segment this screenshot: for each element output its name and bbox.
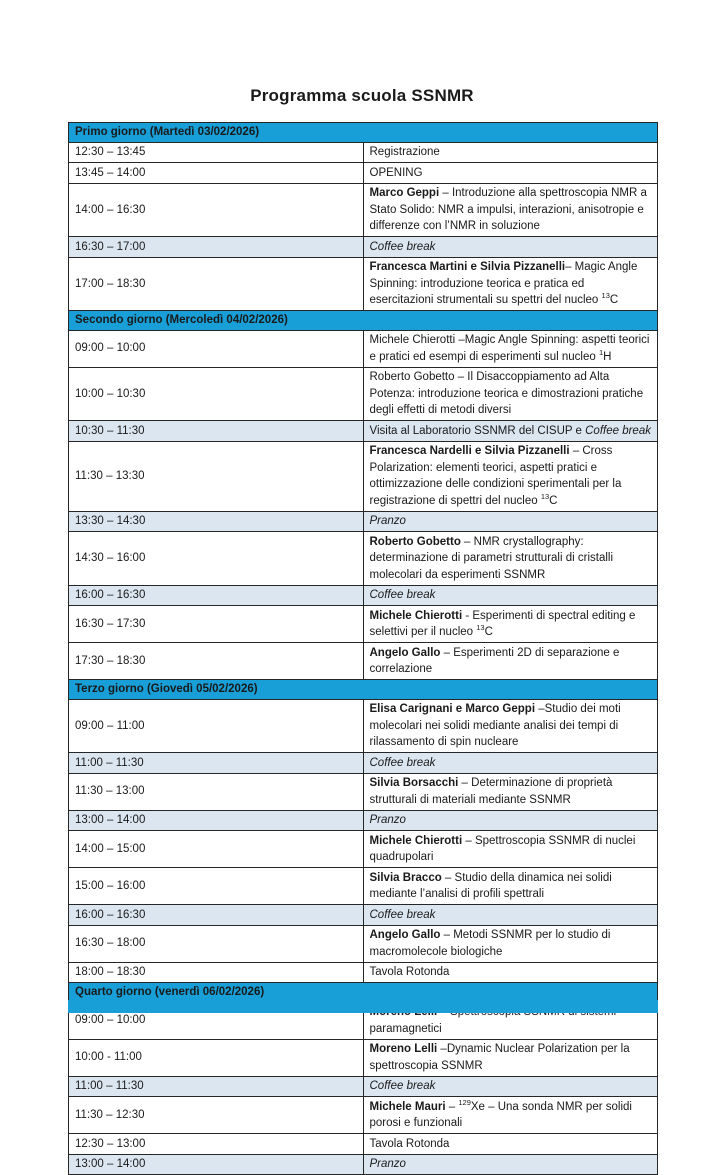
- isotope-superscript: 1: [598, 347, 604, 357]
- session-row: [69, 257, 658, 311]
- session-time: 14:00 – 15:00: [69, 831, 364, 868]
- session-row: [69, 925, 658, 962]
- description-segment: Francesca Martini e Silvia Pizzanelli: [369, 261, 566, 273]
- session-description: [363, 257, 658, 311]
- description-segment: – Esperimenti 2D di separazione e correlazione: [369, 646, 620, 675]
- session-time: 16:00 – 16:30: [69, 905, 364, 926]
- session-description: [363, 163, 658, 184]
- description-segment: Angelo Gallo: [369, 646, 441, 659]
- session-time: 09:00 – 11:00: [69, 699, 364, 753]
- session-time: 10:30 – 11:30: [69, 421, 364, 442]
- description-segment: Angelo Gallo: [369, 929, 441, 941]
- description-segment: Coffee break: [369, 1080, 436, 1092]
- description-segment: Visita al Laboratorio SSNMR del CISUP e: [369, 424, 586, 437]
- session-time: 14:30 – 16:00: [69, 532, 364, 586]
- session-description: [363, 585, 658, 606]
- session-row: [69, 773, 658, 810]
- description-segment: Coffee break: [369, 908, 436, 921]
- description-segment: – Introduzione alla spettroscopia NMR a Stato Solido: NMR a impulsi, interazioni, anisotropie e differenze con l’NMR in soluzione: [369, 187, 647, 232]
- session-description: [363, 441, 658, 511]
- day-header-row: [69, 311, 658, 331]
- session-description: [363, 511, 658, 532]
- session-time: 12:30 – 13:45: [69, 142, 364, 163]
- session-time: 13:45 – 14:00: [69, 163, 364, 184]
- schedule-body: [69, 123, 658, 1175]
- day-header-label: Terzo giorno (Giovedì 05/02/2026): [69, 680, 658, 700]
- description-segment: – Studio della dinamica nei solidi mediante l’analisi di profili spettrali: [369, 871, 612, 900]
- description-segment: Coffee break: [369, 756, 436, 769]
- session-row: [69, 511, 658, 532]
- session-description: [363, 699, 658, 753]
- description-segment: OPENING: [369, 166, 423, 179]
- session-time: 15:00 – 16:00: [69, 868, 364, 905]
- session-row: [69, 367, 658, 421]
- description-segment: Moreno Lelli: [369, 1043, 438, 1055]
- description-segment: Tavola Rotonda: [369, 966, 450, 978]
- session-description: [363, 810, 658, 831]
- session-row: [69, 163, 658, 184]
- session-row: [69, 183, 658, 237]
- description-segment: Coffee break: [585, 424, 651, 437]
- session-row: [69, 330, 658, 367]
- description-segment: Roberto Gobetto – Il Disaccoppiamento ad Alta Potenza: introduzione teorica e dimostrazioni pratiche degli effetti di metodi diversi: [369, 371, 644, 416]
- session-row: [69, 1076, 658, 1097]
- description-segment: – Spettroscopia SSNMR di nuclei quadrupolari: [369, 834, 636, 863]
- session-description: [363, 421, 658, 442]
- session-row: [69, 905, 658, 926]
- session-row: [69, 441, 658, 511]
- description-segment: – Determinazione di proprietà strutturali di materiali mediante SSNMR: [369, 777, 613, 806]
- description-segment: paramagnetici: [369, 1022, 442, 1035]
- description-segment: Michele Chierotti: [369, 834, 463, 847]
- session-time: 10:00 – 10:30: [69, 367, 364, 421]
- page-title: Programma scuola SSNMR: [250, 86, 474, 105]
- day-header-row: [69, 680, 658, 700]
- description-segment: Michele Chierotti: [369, 609, 463, 622]
- session-description: [363, 925, 658, 962]
- session-row: [69, 606, 658, 643]
- description-segment: Coffee break: [369, 240, 436, 253]
- description-segment: – Magic Angle Spinning: introduzione teorica e pratica ed esercitazioni strumentali su spettri del nucleo: [369, 261, 638, 306]
- isotope-superscript: 13: [540, 491, 550, 501]
- session-time: 11:30 – 12:30: [69, 1097, 364, 1134]
- footer-accent-bar: [68, 1000, 658, 1013]
- description-segment: Francesca Nardelli e Silvia Pizzanelli: [369, 445, 570, 457]
- session-description: [363, 773, 658, 810]
- session-time: 10:00 - 11:00: [69, 1039, 364, 1076]
- session-time: 18:00 – 18:30: [69, 962, 364, 983]
- description-segment: –Studio dei moti molecolari nei solidi mediante analisi dei tempi di rilassamento di spin nucleare: [369, 703, 621, 748]
- session-description: [363, 183, 658, 237]
- session-row: [69, 1134, 658, 1155]
- isotope-superscript: 129: [458, 1097, 471, 1107]
- session-time: 13:00 – 14:00: [69, 1154, 364, 1175]
- session-row: [69, 142, 658, 163]
- description-segment: Michele Chierotti –Magic Angle Spinning: aspetti teorici e pratici ed esempi di esperimenti sul nucleo: [369, 334, 650, 363]
- description-segment: Pranzo: [369, 1158, 406, 1170]
- description-segment: H: [603, 350, 612, 363]
- session-row: [69, 237, 658, 258]
- session-row: [69, 831, 658, 868]
- session-time: 11:30 – 13:30: [69, 441, 364, 511]
- session-time: 16:30 – 17:00: [69, 237, 364, 258]
- day-header-label: Primo giorno (Martedì 03/02/2026): [69, 123, 658, 143]
- session-row: [69, 532, 658, 586]
- session-row: [69, 643, 658, 680]
- description-segment: Pranzo: [369, 515, 406, 527]
- session-time: 17:00 – 18:30: [69, 257, 364, 311]
- description-segment: –Dynamic Nuclear Polarization per la spettroscopia SSNMR: [369, 1043, 630, 1072]
- session-time: 17:30 – 18:30: [69, 643, 364, 680]
- session-row: [69, 962, 658, 983]
- session-time: 16:30 – 17:30: [69, 606, 364, 643]
- description-segment: Registrazione: [369, 146, 440, 158]
- description-segment: Xe – Una sonda NMR per solidi porosi e funzionali: [369, 1100, 632, 1129]
- description-segment: Silvia Borsacchi: [369, 777, 459, 789]
- session-description: [363, 330, 658, 367]
- session-description: [363, 367, 658, 421]
- session-description: [363, 868, 658, 905]
- session-row: [69, 1039, 658, 1076]
- session-description: [363, 1134, 658, 1155]
- day-header-label: Secondo giorno (Mercoledì 04/02/2026): [69, 311, 658, 331]
- session-time: 16:30 – 18:00: [69, 925, 364, 962]
- description-segment: Michele Mauri: [369, 1100, 446, 1113]
- description-segment: - Esperimenti di spectral editing e selettivi per il nucleo: [369, 609, 636, 638]
- session-description: [363, 831, 658, 868]
- session-row: [69, 868, 658, 905]
- session-description: [363, 643, 658, 680]
- description-segment: C: [484, 626, 493, 638]
- session-description: [363, 1154, 658, 1175]
- session-time: 11:00 – 11:30: [69, 753, 364, 774]
- session-row: [69, 421, 658, 442]
- day-header-row: [69, 123, 658, 143]
- session-row: [69, 810, 658, 831]
- description-segment: Roberto Gobetto: [369, 535, 461, 548]
- session-time: 13:30 – 14:30: [69, 511, 364, 532]
- session-row: [69, 699, 658, 753]
- session-time: 14:00 – 16:30: [69, 183, 364, 237]
- session-row: [69, 1097, 658, 1134]
- description-segment: Silvia Bracco: [369, 871, 442, 884]
- session-description: [363, 1076, 658, 1097]
- description-segment: –: [445, 1100, 459, 1113]
- description-segment: – Cross Polarization: elementi teorici, aspetti pratici e ottimizzazione delle condizioni sperimentali per la registrazione di spettri del nucleo: [369, 445, 622, 507]
- description-segment: C: [609, 294, 619, 306]
- session-time: 13:00 – 14:00: [69, 810, 364, 831]
- session-time: 16:00 – 16:30: [69, 585, 364, 606]
- isotope-superscript: 13: [476, 623, 485, 633]
- session-time: 12:30 – 13:00: [69, 1134, 364, 1155]
- session-time: 11:00 – 11:30: [69, 1076, 364, 1097]
- description-segment: Coffee break: [369, 589, 436, 601]
- session-description: [363, 1039, 658, 1076]
- isotope-superscript: 13: [601, 291, 610, 301]
- session-time: 11:30 – 13:00: [69, 773, 364, 810]
- session-description: [363, 962, 658, 983]
- description-segment: Pranzo: [369, 814, 406, 826]
- session-row: [69, 585, 658, 606]
- session-description: [363, 532, 658, 586]
- program-schedule-table: [68, 122, 658, 1175]
- session-row: [69, 753, 658, 774]
- description-segment: – Metodi SSNMR per lo studio di macromolecole biologiche: [369, 929, 611, 958]
- description-segment: C: [549, 494, 558, 507]
- session-description: [363, 905, 658, 926]
- session-time: 09:00 – 10:00: [69, 1002, 364, 1039]
- session-row: [69, 1154, 658, 1175]
- session-description: [363, 1097, 658, 1134]
- day-header-label: Quarto giorno (venerdì 06/02/2026): [69, 983, 658, 1003]
- session-description: [363, 237, 658, 258]
- description-segment: Elisa Carignani e Marco Geppi: [369, 703, 536, 715]
- session-time: 09:00 – 10:00: [69, 330, 364, 367]
- session-description: [363, 606, 658, 643]
- session-description: [363, 753, 658, 774]
- description-segment: Marco Geppi: [369, 187, 440, 199]
- description-segment: – NMR crystallography: determinazione di parametri strutturali di cristalli molecolari da esperimenti SSNMR: [369, 535, 614, 581]
- description-segment: Tavola Rotonda: [369, 1137, 450, 1150]
- session-description: [363, 142, 658, 163]
